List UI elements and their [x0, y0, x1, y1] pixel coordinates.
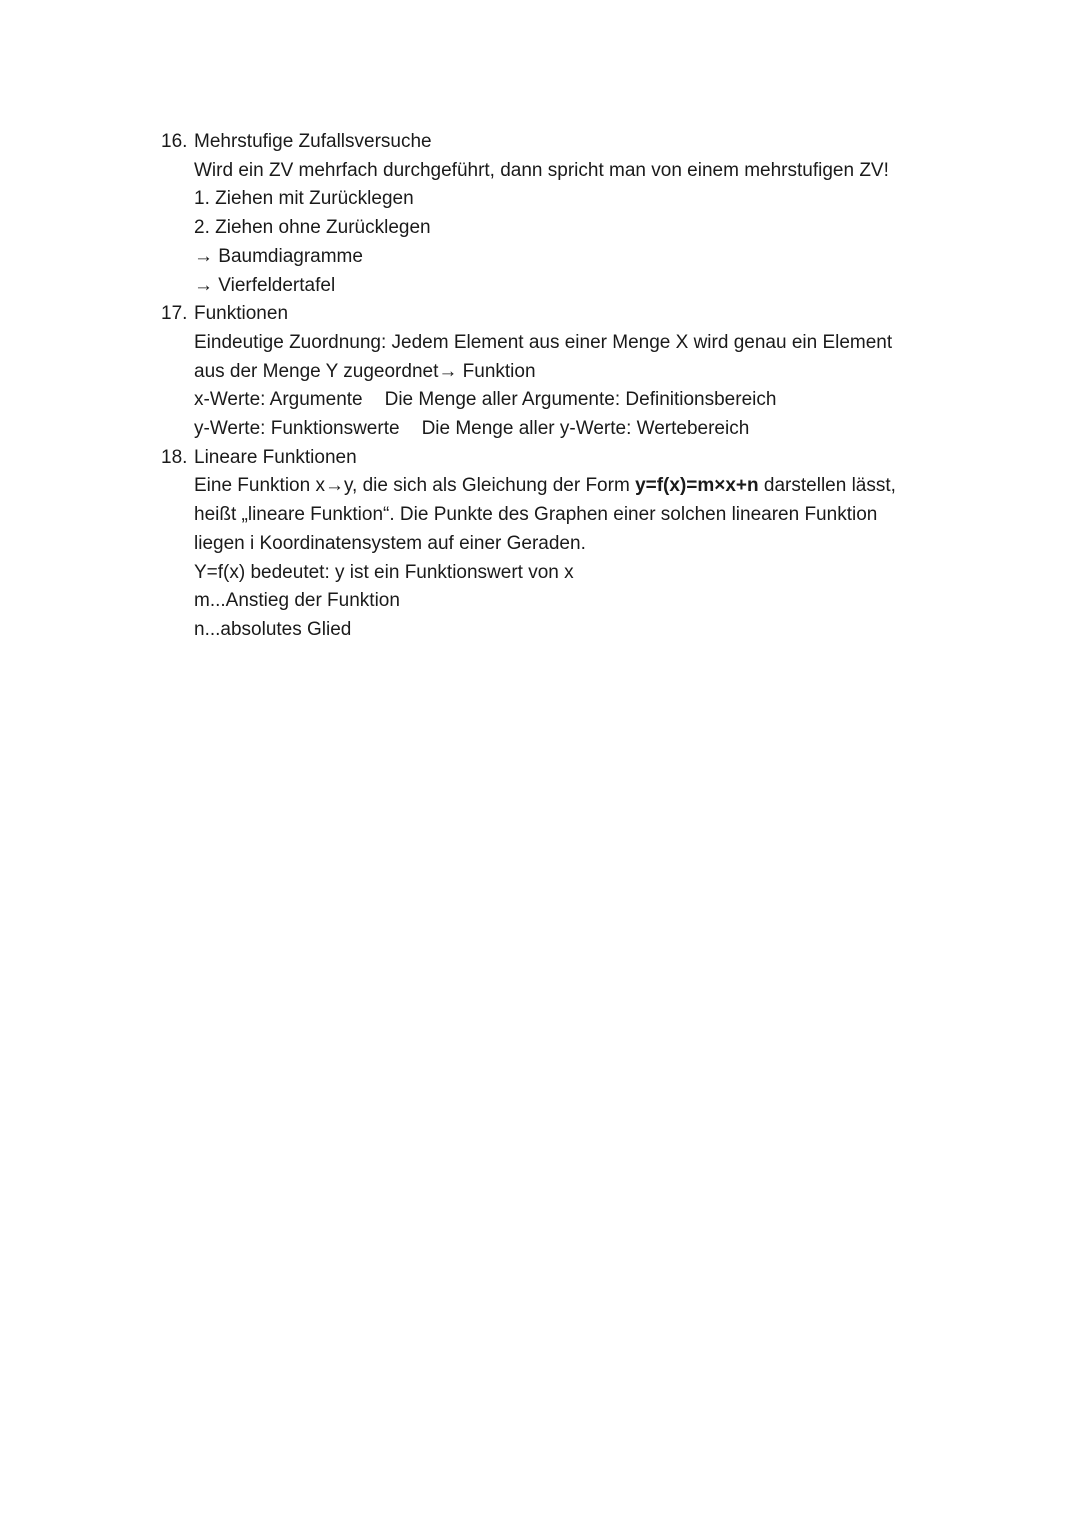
- definition-text: darstellen lässt,: [758, 475, 896, 497]
- text-line: aus der Menge Y zugeordnet→ Funktion: [194, 360, 536, 382]
- definition-line: [194, 472, 941, 501]
- text-line: m...Anstieg der Funktion: [194, 590, 400, 612]
- text-line: heißt „lineare Funktion“. Die Punkte des Graphen einer solchen linearen Funktion: [194, 504, 878, 526]
- text-line: 2. Ziehen ohne Zurücklegen: [194, 217, 431, 239]
- pair-line: [194, 386, 941, 415]
- section-title: Mehrstufige Zufallsversuche: [194, 131, 432, 152]
- text-line: liegen i Koordinatensystem auf einer Geraden.: [194, 532, 586, 554]
- section-heading: [161, 128, 941, 157]
- section-title: Funktionen: [194, 303, 289, 325]
- section-heading: [161, 300, 941, 329]
- pair-left: y-Werte: Funktionswerte: [194, 418, 400, 440]
- text-line: 1. Ziehen mit Zurücklegen: [194, 188, 414, 210]
- pair-right: Die Menge aller Argumente: Definitionsbereich: [384, 389, 777, 411]
- pair-line: [194, 415, 941, 444]
- text-line: Wird ein ZV mehrfach durchgeführt, dann spricht man von einem mehrstufigen ZV!: [194, 159, 889, 181]
- section-number: 16.: [161, 131, 188, 152]
- text-line: Eindeutige Zuordnung: Jedem Element aus einer Menge X wird genau ein Element: [194, 331, 893, 353]
- text-line: → Baumdiagramme: [194, 245, 363, 267]
- section-number: 17.: [161, 303, 188, 325]
- definition-text: Eine Funktion x→y, die sich als Gleichung der Form: [194, 475, 636, 497]
- section-body: [161, 472, 941, 644]
- text-line: Y=f(x) bedeutet: y ist ein Funktionswert von x: [194, 561, 574, 583]
- section-16: [161, 128, 941, 300]
- text-line: → Vierfeldertafel: [194, 274, 336, 296]
- section-number: 18.: [161, 446, 188, 468]
- section-body: [161, 157, 941, 301]
- pair-right: Die Menge aller y-Werte: Wertebereich: [421, 418, 750, 440]
- formula: y=f(x)=m×x+n: [635, 475, 759, 497]
- section-17: [161, 300, 941, 444]
- pair-left: x-Werte: Argumente: [194, 389, 363, 411]
- text-line: n...absolutes Glied: [194, 618, 352, 640]
- section-title: Lineare Funktionen: [194, 446, 357, 468]
- section-heading: [161, 444, 941, 473]
- document-page: [161, 128, 941, 645]
- section-18: [161, 444, 941, 645]
- section-body: [161, 329, 941, 444]
